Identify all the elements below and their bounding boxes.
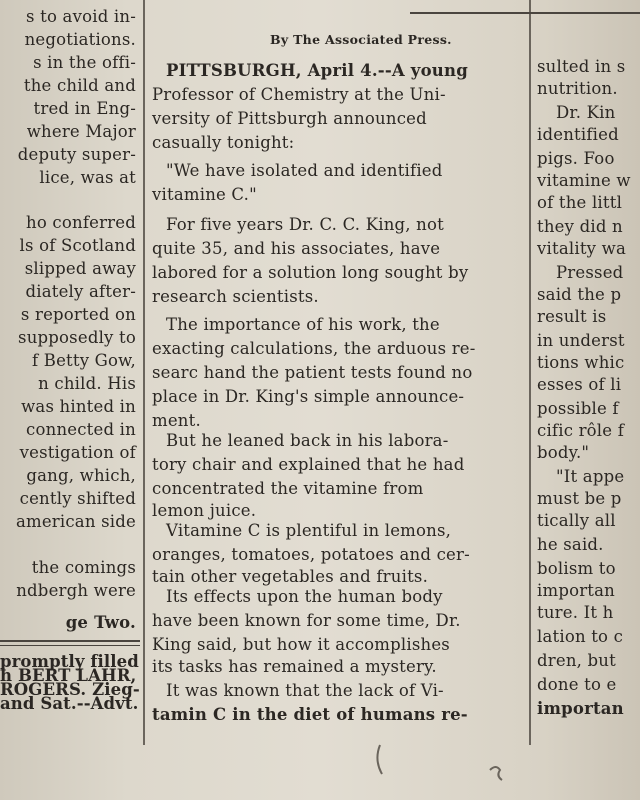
left-line: s reported on [20,305,136,324]
left-line: where Major [26,122,136,141]
left-line: the child and [23,76,136,95]
article-line: casually tonight: [152,133,295,152]
left-line: negotiations. [24,30,136,49]
article-line: vitamine C." [152,185,257,204]
right-line: "It appe [556,467,625,486]
article-line: research scientists. [152,287,319,306]
article-line: For five years Dr. C. C. King, not [166,215,444,234]
left-line: american side [15,512,136,531]
right-line: he said. [537,535,604,554]
left-column [0,0,140,740]
left-line: connected in [26,420,136,439]
right-line: Pressed [556,263,624,282]
left-line: s to avoid in- [26,7,136,26]
right-line: possible f [537,399,619,418]
left-line: n child. His [38,374,136,393]
right-line: esses of li [537,375,622,394]
article-line: But he leaned back in his labora- [166,431,449,450]
article-line: King said, but how it accomplishes [152,635,450,654]
ad-line: and Sat.--Advt. [0,694,139,713]
article-line: versity of Pittsburgh announced [152,109,427,128]
right-line: vitality wa [537,239,626,258]
article-column [148,0,526,740]
article-line: It was known that the lack of Vi- [166,681,444,700]
column-rule-right [529,0,531,745]
right-line: done to e [537,675,617,694]
article-line: tain other vegetables and fruits. [152,567,429,586]
ink-smudge [370,740,530,790]
left-line: diately after- [25,282,136,301]
left-line: cently shifted [19,489,136,508]
continued-on-page-two: ge Two. [65,613,136,632]
article-line: exacting calculations, the arduous re- [152,339,476,358]
left-line: gang, which, [26,466,136,485]
article-line: lemon juice. [152,501,257,520]
left-line: tred in Eng- [33,99,136,118]
ad-line: ROGERS. Zieg- [0,680,140,699]
right-line: pigs. Foo [537,149,615,168]
right-line: vitamine w [537,171,631,190]
right-line: tions whic [537,353,625,372]
right-line: tically all [537,511,616,530]
right-column [534,0,640,740]
article-line: its tasks has remained a mystery. [152,657,437,676]
right-line: Dr. Kin [556,103,616,122]
right-line: lation to c [537,627,624,646]
article-line: ment. [152,411,201,430]
article-line: concentrated the vitamine from [152,479,424,498]
right-line: they did n [537,217,623,236]
right-line: in underst [537,331,625,350]
left-line: slipped away [24,259,136,278]
right-line: bolism to [537,559,616,578]
byline: By The Associated Press. [270,32,452,47]
article-line: The importance of his work, the [166,315,440,334]
article-line: Its effects upon the human body [166,587,443,606]
right-line: said the p [537,285,622,304]
article-line: tory chair and explained that he had [152,455,465,474]
article-line: Vitamine C is plentiful in lemons, [166,521,452,540]
article-line: searc hand the patient tests found no [152,363,473,382]
left-line: lice, was at [39,168,136,187]
right-line: identified [537,125,619,144]
article-line: labored for a solution long sought by [152,263,469,282]
article-line: PITTSBURGH, April 4.--A young [166,61,468,80]
right-line: importan [537,581,616,600]
left-line: vestigation of [19,443,136,462]
right-line: importan [537,699,624,718]
right-line: nutrition. [537,79,618,98]
left-line: s in the offi- [33,53,136,72]
right-line: dren, but [537,651,616,670]
article-line: Professor of Chemistry at the Uni- [152,85,446,104]
left-line: was hinted in [21,397,136,416]
article-line: quite 35, and his associates, have [152,239,441,258]
article-line: tamin C in the diet of humans re- [152,705,468,724]
column-rule-left [143,0,145,745]
left-line: deputy super- [17,145,136,164]
ad-line: h BERT LAHR, [0,666,137,685]
right-line: of the littl [537,193,623,212]
left-line: ndbergh were [16,581,136,600]
right-line: result is [537,307,607,326]
ad-line: promptly filled [0,652,139,671]
right-line: must be p [537,489,622,508]
article-line: place in Dr. King's simple announce- [152,387,465,406]
left-line: supposedly to [18,328,136,347]
right-line: body." [537,443,590,462]
right-line: sulted in s [537,57,626,76]
article-line: oranges, tomatoes, potatoes and cer- [152,545,470,564]
left-line: the comings [31,558,136,577]
article-line: have been known for some time, Dr. [152,611,461,630]
left-line: f Betty Gow, [32,351,136,370]
left-line: ho conferred [26,213,136,232]
article-line: "We have isolated and identified [166,161,443,180]
left-line: ls of Scotland [19,236,136,255]
right-line: cific rôle f [537,421,625,440]
right-line: ture. It h [537,603,614,622]
